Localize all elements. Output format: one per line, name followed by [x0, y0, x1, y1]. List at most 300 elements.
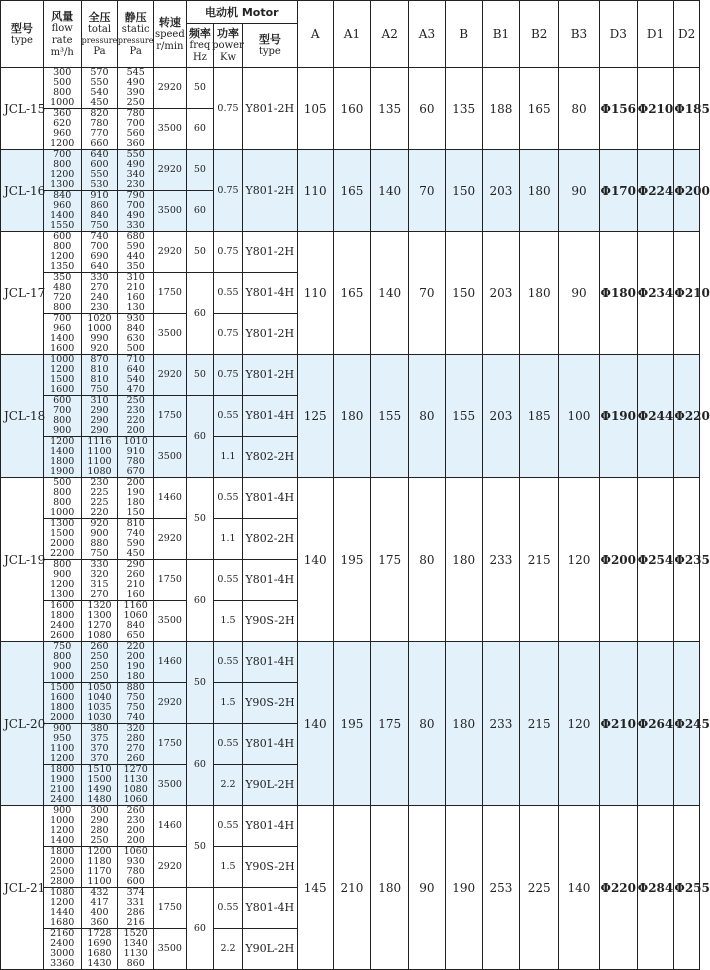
speed-cell: 2920: [154, 150, 187, 191]
flow-cell-value: 1600: [50, 384, 75, 395]
total-pressure-cell-value: 230: [90, 477, 109, 488]
static-pressure-cell-value: 230: [126, 179, 145, 190]
total-pressure-cell-value: 250: [90, 835, 109, 846]
total-pressure-cell-value: 290: [90, 815, 109, 826]
flow-cell-value: 2600: [50, 630, 75, 641]
dim-b3: 90: [559, 150, 600, 232]
dim-d2: Φ235: [674, 478, 700, 642]
total-pressure-cell-value: 360: [90, 917, 109, 928]
header-static-pressure: 静压 static pressure Pa: [118, 1, 154, 68]
total-pressure-cell-value: 810: [90, 364, 109, 375]
flow-cell-value: 2000: [50, 856, 75, 867]
flow-cell-value: 1800: [50, 456, 75, 467]
flow-cell-value: 1200: [50, 436, 75, 447]
speed-cell: 2920: [154, 519, 187, 560]
total-pressure-cell: [81, 437, 118, 478]
motor-type-cell: Y801-4H: [242, 273, 297, 314]
dim-b1: 188: [482, 68, 520, 150]
static-pressure-cell: [118, 560, 154, 601]
total-pressure-cell-value: 740: [90, 231, 109, 242]
flow-cell-value: 1800: [50, 846, 75, 857]
flow-cell-value: 1200: [50, 138, 75, 149]
total-pressure-cell-value: 900: [90, 528, 109, 539]
flow-cell-value: 1200: [50, 897, 75, 908]
header-dim-d1: D1: [637, 1, 674, 68]
flow-cell-value: 1000: [50, 507, 75, 518]
dim-b: 150: [445, 232, 482, 355]
power-cell: 1.5: [214, 683, 243, 724]
total-pressure-cell-value: 660: [90, 138, 109, 149]
total-pressure-cell-value: 990: [90, 333, 109, 344]
dim-a: 145: [297, 806, 333, 970]
freq-cell: 60: [186, 109, 214, 150]
freq-cell: 50: [186, 68, 214, 109]
header-freq: 频率 freq Hz: [186, 24, 214, 68]
total-pressure-cell-value: 450: [90, 97, 109, 108]
dim-b: 190: [445, 806, 482, 970]
dim-a3: 90: [409, 806, 446, 970]
total-pressure-cell-value: 290: [90, 405, 109, 416]
total-pressure-cell-value: 1100: [87, 876, 112, 887]
flow-cell: [43, 929, 81, 970]
total-pressure-cell-value: 880: [90, 538, 109, 549]
static-pressure-cell-value: 750: [126, 692, 145, 703]
flow-cell-value: 1000: [50, 354, 75, 365]
flow-cell-value: 2000: [50, 538, 75, 549]
dim-a: 140: [297, 478, 333, 642]
freq-cell: 60: [186, 191, 214, 232]
dim-d1: Φ234: [637, 232, 674, 355]
speed-cell: 3500: [154, 191, 187, 232]
total-pressure-cell-value: 1000: [87, 323, 112, 334]
flow-cell-value: 900: [53, 425, 72, 436]
dim-b: 155: [445, 355, 482, 478]
total-pressure-cell-value: 310: [90, 395, 109, 406]
dim-b3: 120: [559, 478, 600, 642]
total-pressure-cell-value: 240: [90, 292, 109, 303]
dim-b2: 180: [520, 232, 559, 355]
total-pressure-cell-value: 220: [90, 507, 109, 518]
static-pressure-cell: [118, 601, 154, 642]
static-pressure-cell-value: 930: [126, 856, 145, 867]
header-dim-d3: D3: [599, 1, 637, 68]
flow-cell-value: 600: [53, 395, 72, 406]
static-pressure-cell-value: 216: [126, 917, 145, 928]
dim-d2: Φ210: [674, 232, 700, 355]
dim-d1: Φ254: [637, 478, 674, 642]
header-total-pressure: 全压 total pressure Pa: [81, 1, 118, 68]
freq-cell: 50: [186, 642, 214, 724]
freq-cell: 50: [186, 355, 214, 396]
dim-d3: Φ190: [599, 355, 637, 478]
flow-cell-value: 2100: [50, 784, 75, 795]
static-pressure-cell: [118, 806, 154, 847]
static-pressure-cell-value: 200: [126, 425, 145, 436]
dim-a2: 155: [371, 355, 409, 478]
dim-a2: 175: [371, 642, 409, 806]
total-pressure-cell-value: 370: [90, 753, 109, 764]
motor-type-cell: Y801-4H: [242, 806, 297, 847]
motor-type-cell: Y801-4H: [242, 724, 297, 765]
static-pressure-cell-value: 340: [126, 169, 145, 180]
motor-type-cell: Y90S-2H: [242, 683, 297, 724]
total-pressure-cell-value: 1100: [87, 456, 112, 467]
dim-d3: Φ180: [599, 232, 637, 355]
header-motor: 电动机 Motor: [186, 1, 297, 24]
total-pressure-cell-value: 1040: [87, 692, 112, 703]
static-pressure-cell-value: 150: [126, 507, 145, 518]
power-cell: 0.55: [214, 642, 243, 683]
total-pressure-cell-value: 432: [90, 887, 109, 898]
static-pressure-cell-value: 130: [126, 302, 145, 313]
freq-cell: 50: [186, 478, 214, 560]
header-dim-a2: A2: [371, 1, 409, 68]
motor-type-cell: Y801-4H: [242, 478, 297, 519]
flow-cell-value: 900: [53, 569, 72, 580]
motor-type-cell: Y801-4H: [242, 560, 297, 601]
flow-cell-value: 900: [53, 661, 72, 672]
static-pressure-cell-value: 250: [126, 97, 145, 108]
freq-cell: 60: [186, 273, 214, 355]
flow-cell-value: 1800: [50, 610, 75, 621]
flow-cell-value: 1800: [50, 764, 75, 775]
flow-cell: [43, 191, 81, 232]
static-pressure-cell-value: 350: [126, 261, 145, 272]
static-pressure-cell: [118, 765, 154, 806]
static-pressure-cell-value: 1270: [123, 764, 148, 775]
static-pressure-cell-value: 550: [126, 149, 145, 160]
static-pressure-cell-value: 190: [126, 487, 145, 498]
total-pressure-cell-value: 330: [90, 272, 109, 283]
static-pressure-cell-value: 200: [126, 825, 145, 836]
static-pressure-cell-value: 1340: [123, 938, 148, 949]
total-pressure-cell: [81, 519, 118, 560]
flow-cell: [43, 273, 81, 314]
power-cell: 0.55: [214, 273, 243, 314]
power-cell: 1.1: [214, 437, 243, 478]
dim-b3: 90: [559, 232, 600, 355]
static-pressure-cell: [118, 847, 154, 888]
total-pressure-cell: [81, 355, 118, 396]
static-pressure-cell-value: 910: [126, 446, 145, 457]
static-pressure-cell-value: 1080: [123, 784, 148, 795]
dim-a3: 80: [409, 642, 446, 806]
dim-b2: 180: [520, 150, 559, 232]
dim-d1: Φ210: [637, 68, 674, 150]
speed-cell: 1460: [154, 642, 187, 683]
static-pressure-cell-value: 360: [126, 138, 145, 149]
flow-cell-value: 1400: [50, 333, 75, 344]
total-pressure-cell: [81, 396, 118, 437]
total-pressure-cell: [81, 888, 118, 929]
total-pressure-cell-value: 230: [90, 302, 109, 313]
dim-d2: Φ185: [674, 68, 700, 150]
flow-cell-value: 800: [53, 559, 72, 570]
dim-b2: 165: [520, 68, 559, 150]
speed-cell: 1460: [154, 806, 187, 847]
flow-cell-value: 1200: [50, 753, 75, 764]
flow-cell-value: 1000: [50, 815, 75, 826]
power-cell: 0.75: [214, 232, 243, 273]
static-pressure-cell-value: 470: [126, 384, 145, 395]
total-pressure-cell-value: 1020: [87, 313, 112, 324]
static-pressure-cell-value: 930: [126, 313, 145, 324]
static-pressure-cell-value: 230: [126, 815, 145, 826]
motor-type-cell: Y801-2H: [242, 150, 297, 232]
total-pressure-cell-value: 1035: [87, 702, 112, 713]
total-pressure-cell-value: 330: [90, 559, 109, 570]
dim-b3: 120: [559, 642, 600, 806]
flow-cell-value: 1500: [50, 528, 75, 539]
total-pressure-cell-value: 860: [90, 200, 109, 211]
static-pressure-cell-value: 1060: [123, 610, 148, 621]
power-cell: 0.55: [214, 396, 243, 437]
motor-type-cell: Y801-2H: [242, 355, 297, 396]
flow-cell-value: 960: [53, 200, 72, 211]
dim-b2: 215: [520, 478, 559, 642]
total-pressure-cell-value: 1180: [87, 856, 112, 867]
static-pressure-cell: [118, 191, 154, 232]
dim-a3: 60: [409, 68, 446, 150]
flow-cell: [43, 396, 81, 437]
static-pressure-cell-value: 200: [126, 835, 145, 846]
motor-type-cell: Y802-2H: [242, 437, 297, 478]
total-pressure-cell-value: 920: [90, 343, 109, 354]
dim-b: 150: [445, 150, 482, 232]
total-pressure-cell-value: 1680: [87, 948, 112, 959]
flow-cell-value: 2500: [50, 866, 75, 877]
flow-cell-value: 1900: [50, 774, 75, 785]
static-pressure-cell-value: 640: [126, 364, 145, 375]
flow-cell-value: 2200: [50, 548, 75, 559]
motor-type-cell: Y802-2H: [242, 519, 297, 560]
dim-b2: 215: [520, 642, 559, 806]
static-pressure-cell: [118, 150, 154, 191]
total-pressure-cell: [81, 232, 118, 273]
model-name: JCL-17: [1, 232, 44, 355]
total-pressure-cell-value: 1300: [87, 610, 112, 621]
dim-a3: 70: [409, 232, 446, 355]
motor-type-cell: Y90S-2H: [242, 601, 297, 642]
flow-cell: [43, 765, 81, 806]
motor-type-cell: Y801-4H: [242, 396, 297, 437]
total-pressure-cell-value: 1100: [87, 446, 112, 457]
header-power: 功率 power Kw: [214, 24, 243, 68]
static-pressure-cell: [118, 683, 154, 724]
dim-b1: 253: [482, 806, 520, 970]
dim-d3: Φ156: [599, 68, 637, 150]
total-pressure-cell-value: 550: [90, 169, 109, 180]
total-pressure-cell-value: 260: [90, 641, 109, 652]
static-pressure-cell-value: 490: [126, 77, 145, 88]
model-name: JCL-15: [1, 68, 44, 150]
total-pressure-cell-value: 640: [90, 149, 109, 160]
dim-d1: Φ284: [637, 806, 674, 970]
flow-cell: [43, 642, 81, 683]
flow-cell-value: 960: [53, 128, 72, 139]
speed-cell: 2920: [154, 232, 187, 273]
static-pressure-cell-value: 1060: [123, 846, 148, 857]
model-name: JCL-21: [1, 806, 44, 970]
flow-cell-value: 2800: [50, 876, 75, 887]
flow-cell-value: 1000: [50, 671, 75, 682]
flow-cell-value: 1600: [50, 692, 75, 703]
dim-b: 135: [445, 68, 482, 150]
speed-cell: 2920: [154, 847, 187, 888]
static-pressure-cell-value: 180: [126, 671, 145, 682]
flow-cell-value: 480: [53, 282, 72, 293]
speed-cell: 3500: [154, 109, 187, 150]
static-pressure-cell: [118, 929, 154, 970]
table-row: [1, 355, 700, 396]
static-pressure-cell-value: 220: [126, 641, 145, 652]
dim-a3: 80: [409, 355, 446, 478]
total-pressure-cell-value: 320: [90, 569, 109, 580]
total-pressure-cell-value: 1170: [87, 866, 112, 877]
static-pressure-cell-value: 390: [126, 87, 145, 98]
model-name: JCL-16: [1, 150, 44, 232]
static-pressure-cell-value: 1160: [123, 600, 148, 611]
flow-cell-value: 800: [53, 415, 72, 426]
total-pressure-cell-value: 400: [90, 907, 109, 918]
flow-cell-value: 800: [53, 302, 72, 313]
dim-b3: 80: [559, 68, 600, 150]
static-pressure-cell-value: 545: [126, 67, 145, 78]
header-dim-b1: B1: [482, 1, 520, 68]
static-pressure-cell-value: 860: [126, 958, 145, 969]
flow-cell-value: 1300: [50, 518, 75, 529]
static-pressure-cell: [118, 478, 154, 519]
static-pressure-cell: [118, 888, 154, 929]
flow-cell-value: 2000: [50, 712, 75, 723]
flow-cell: [43, 150, 81, 191]
flow-cell-value: 800: [53, 497, 72, 508]
flow-cell-value: 1200: [50, 364, 75, 375]
flow-cell: [43, 68, 81, 109]
total-pressure-cell: [81, 478, 118, 519]
static-pressure-cell-value: 260: [126, 753, 145, 764]
model-name: JCL-19: [1, 478, 44, 642]
static-pressure-cell-value: 780: [126, 108, 145, 119]
motor-type-cell: Y90L-2H: [242, 765, 297, 806]
dim-a1: 210: [333, 806, 371, 970]
total-pressure-cell-value: 225: [90, 497, 109, 508]
total-pressure-cell-value: 1320: [87, 600, 112, 611]
flow-cell-value: 620: [53, 118, 72, 129]
flow-cell-value: 2400: [50, 794, 75, 805]
total-pressure-cell-value: 225: [90, 487, 109, 498]
total-pressure-cell-value: 780: [90, 118, 109, 129]
static-pressure-cell-value: 230: [126, 405, 145, 416]
static-pressure-cell-value: 600: [126, 876, 145, 887]
total-pressure-cell-value: 290: [90, 415, 109, 426]
power-cell: 1.5: [214, 847, 243, 888]
flow-cell: [43, 601, 81, 642]
header-motor-type: 型号 type: [242, 24, 297, 68]
total-pressure-cell-value: 1050: [87, 682, 112, 693]
flow-cell-value: 840: [53, 190, 72, 201]
power-cell: 0.75: [214, 68, 243, 150]
speed-cell: 3500: [154, 765, 187, 806]
flow-cell-value: 3360: [50, 958, 75, 969]
static-pressure-cell: [118, 68, 154, 109]
static-pressure-cell-value: 670: [126, 466, 145, 477]
total-pressure-cell: [81, 150, 118, 191]
power-cell: 0.75: [214, 314, 243, 355]
total-pressure-cell-value: 1510: [87, 764, 112, 775]
static-pressure-cell-value: 260: [126, 569, 145, 580]
total-pressure-cell: [81, 683, 118, 724]
dim-d2: Φ200: [674, 150, 700, 232]
total-pressure-cell-value: 1200: [87, 846, 112, 857]
flow-cell-value: 1600: [50, 343, 75, 354]
dim-d2: Φ245: [674, 642, 700, 806]
motor-type-cell: Y801-2H: [242, 314, 297, 355]
total-pressure-cell-value: 270: [90, 589, 109, 600]
flow-cell: [43, 232, 81, 273]
flow-cell: [43, 355, 81, 396]
header-dim-b2: B2: [520, 1, 559, 68]
static-pressure-cell-value: 680: [126, 231, 145, 242]
flow-cell: [43, 109, 81, 150]
dim-b1: 233: [482, 478, 520, 642]
total-pressure-cell-value: 690: [90, 251, 109, 262]
dim-b2: 225: [520, 806, 559, 970]
static-pressure-cell-value: 210: [126, 579, 145, 590]
power-cell: 0.55: [214, 888, 243, 929]
flow-cell-value: 800: [53, 651, 72, 662]
speed-cell: 1750: [154, 273, 187, 314]
total-pressure-cell: [81, 601, 118, 642]
static-pressure-cell-value: 160: [126, 292, 145, 303]
flow-cell-value: 1400: [50, 210, 75, 221]
dim-a: 140: [297, 642, 333, 806]
flow-cell: [43, 519, 81, 560]
speed-cell: 1750: [154, 560, 187, 601]
dim-a1: 165: [333, 150, 371, 232]
dim-a: 110: [297, 232, 333, 355]
power-cell: 2.2: [214, 765, 243, 806]
dim-a2: 140: [371, 150, 409, 232]
motor-type-cell: Y801-4H: [242, 642, 297, 683]
dim-d2: Φ220: [674, 355, 700, 478]
static-pressure-cell-value: 740: [126, 528, 145, 539]
total-pressure-cell-value: 770: [90, 128, 109, 139]
flow-cell-value: 1200: [50, 169, 75, 180]
total-pressure-cell-value: 1490: [87, 784, 112, 795]
table-row: [1, 642, 700, 683]
dim-d3: Φ220: [599, 806, 637, 970]
flow-cell-value: 900: [53, 723, 72, 734]
flow-cell-value: 1500: [50, 374, 75, 385]
speed-cell: 3500: [154, 437, 187, 478]
flow-cell-value: 1300: [50, 589, 75, 600]
dim-b1: 203: [482, 355, 520, 478]
model-name: JCL-20: [1, 642, 44, 806]
static-pressure-cell-value: 650: [126, 630, 145, 641]
static-pressure-cell: [118, 232, 154, 273]
speed-cell: 2920: [154, 355, 187, 396]
total-pressure-cell-value: 550: [90, 77, 109, 88]
total-pressure-cell-value: 1270: [87, 620, 112, 631]
flow-cell: [43, 478, 81, 519]
header-speed: 转速 speed r/min: [154, 1, 187, 68]
static-pressure-cell-value: 320: [126, 723, 145, 734]
static-pressure-cell: [118, 642, 154, 683]
static-pressure-cell-value: 880: [126, 682, 145, 693]
flow-cell-value: 800: [53, 487, 72, 498]
flow-cell-value: 950: [53, 733, 72, 744]
